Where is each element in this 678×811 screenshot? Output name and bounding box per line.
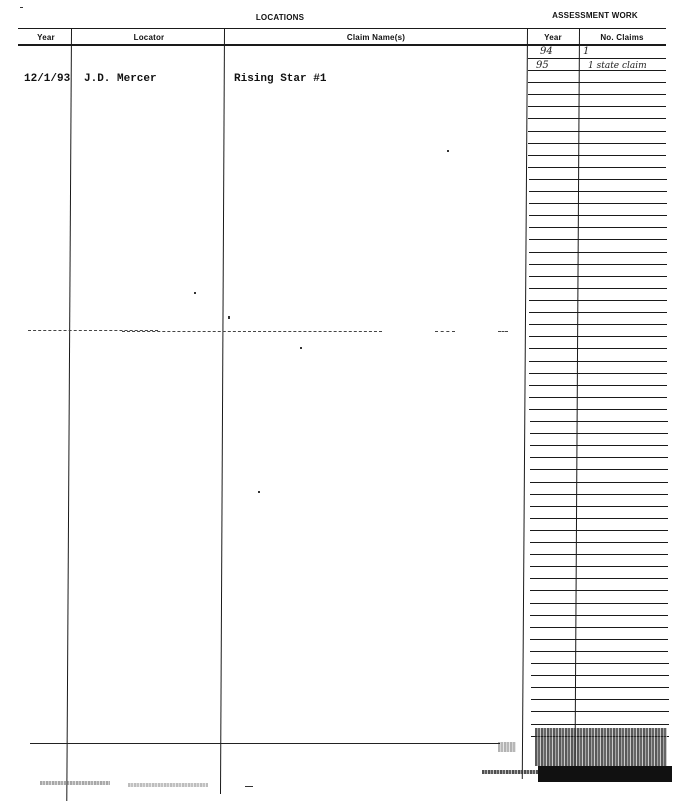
aw-row-rule	[529, 385, 667, 386]
aw-row-rule	[530, 542, 668, 543]
aw-row-rule	[529, 324, 667, 325]
aw-row-rule	[530, 421, 668, 422]
aw-row-rule	[528, 82, 666, 83]
aw-row-rule	[530, 482, 668, 483]
scan-fold-line	[498, 331, 508, 332]
divider-locator-claims	[220, 29, 225, 794]
aw-claims-entry: 1 state claim	[588, 61, 647, 71]
aw-row-rule	[529, 227, 667, 228]
aw-row-rule	[530, 603, 668, 604]
divider-year-locator	[66, 29, 72, 801]
aw-row-rule	[530, 554, 668, 555]
aw-row-rule	[530, 639, 668, 640]
aw-year-entry: 94	[540, 46, 553, 57]
assessment-work-title: ASSESSMENT WORK	[552, 11, 638, 20]
column-header-year: Year	[37, 33, 55, 42]
scan-fold-line	[435, 331, 455, 332]
aw-row-rule	[530, 566, 668, 567]
aw-row-rule	[531, 711, 669, 712]
scan-noise	[482, 770, 538, 774]
column-header-locator: Locator	[133, 33, 165, 42]
aw-row-rule	[530, 445, 668, 446]
aw-row-rule	[529, 288, 667, 289]
stray-mark	[447, 150, 449, 152]
aw-row-rule	[528, 118, 666, 119]
aw-row-rule	[528, 106, 666, 107]
location-claim-name: Rising Star #1	[234, 73, 327, 85]
aw-row-rule	[530, 627, 668, 628]
aw-row-rule	[529, 373, 667, 374]
aw-year-entry: 95	[536, 60, 549, 71]
aw-row-rule	[531, 675, 669, 676]
aw-row-rule	[529, 252, 667, 253]
aw-row-rule	[529, 300, 667, 301]
scan-noise	[535, 728, 667, 766]
header-bottom-rule	[18, 44, 666, 46]
stray-mark	[258, 491, 260, 493]
aw-row-rule	[530, 506, 668, 507]
location-year: 12/1/93	[24, 73, 71, 85]
column-header-aw-year: Year	[544, 33, 562, 42]
aw-row-rule	[529, 203, 667, 204]
aw-row-rule	[528, 58, 666, 59]
aw-row-rule	[530, 530, 668, 531]
aw-row-rule	[531, 663, 669, 664]
aw-row-rule	[530, 518, 668, 519]
scan-fold-line	[122, 331, 382, 332]
stray-mark	[20, 7, 23, 8]
stray-mark	[228, 316, 230, 319]
aw-row-rule	[528, 143, 666, 144]
header-top-rule	[18, 28, 666, 29]
aw-row-rule	[529, 336, 667, 337]
scan-noise	[128, 783, 208, 787]
aw-row-rule	[529, 312, 667, 313]
aw-row-rule	[529, 179, 667, 180]
aw-row-rule	[529, 397, 667, 398]
aw-row-rule	[529, 409, 667, 410]
aw-row-rule	[529, 191, 667, 192]
divider-claims-aw-year	[522, 29, 528, 779]
aw-row-rule	[528, 155, 666, 156]
aw-row-rule	[528, 131, 666, 132]
aw-row-rule	[530, 469, 668, 470]
stray-mark	[245, 786, 253, 787]
aw-row-rule	[530, 578, 668, 579]
aw-row-rule	[531, 724, 669, 725]
aw-row-rule	[529, 276, 667, 277]
aw-claims-entry: 1	[583, 46, 590, 57]
bottom-rule	[30, 743, 500, 744]
aw-row-rule	[530, 590, 668, 591]
scan-noise	[538, 766, 672, 782]
aw-row-rule	[529, 361, 667, 362]
locations-title: LOCATIONS	[255, 13, 305, 22]
aw-row-rule	[530, 494, 668, 495]
aw-row-rule	[528, 94, 666, 95]
scan-noise	[40, 781, 110, 785]
divider-aw-year-claims	[574, 29, 580, 779]
column-header-claim-names: Claim Name(s)	[346, 33, 406, 42]
aw-row-rule	[529, 264, 667, 265]
scan-noise	[498, 742, 516, 752]
aw-row-rule	[530, 457, 668, 458]
aw-row-rule	[531, 699, 669, 700]
column-header-no-claims: No. Claims	[600, 33, 644, 42]
aw-row-rule	[529, 215, 667, 216]
aw-row-rule	[530, 651, 668, 652]
aw-row-rule	[530, 433, 668, 434]
aw-row-rule	[528, 167, 666, 168]
aw-row-rule	[529, 348, 667, 349]
aw-row-rule	[530, 615, 668, 616]
aw-row-rule	[529, 239, 667, 240]
location-locator: J.D. Mercer	[84, 73, 157, 85]
aw-row-rule	[531, 687, 669, 688]
stray-mark	[300, 347, 302, 349]
stray-mark	[194, 292, 196, 294]
